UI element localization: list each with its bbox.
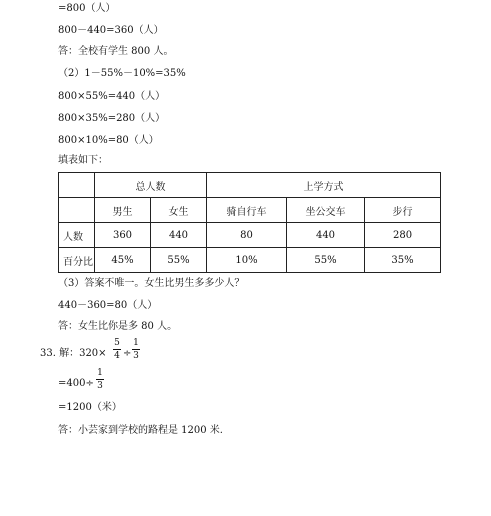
answer-line-2: 答：女生比你是多 80 人。	[58, 321, 178, 332]
fraction-bar	[113, 349, 121, 350]
table-cell: 10%	[207, 248, 287, 273]
table-cell: 55%	[151, 248, 207, 273]
text-line-6: 800×35%=280（人）	[58, 113, 166, 124]
table-subheader-row	[59, 198, 441, 223]
answer-line-1: 答：全校有学生 800 人。	[58, 46, 174, 57]
text-line-1: =800（人）	[58, 3, 116, 14]
fill-table-caption: 填表如下：	[58, 155, 108, 166]
text-line-4: （2）1－55%－10%=35%	[58, 68, 186, 79]
q33-result: =1200（米）	[58, 402, 122, 413]
table-cell: 55%	[287, 248, 365, 273]
subheader-cell: 坐公交车	[287, 198, 365, 223]
fraction-numerator: 1	[97, 368, 103, 378]
question-3-line: （3）答案不唯一。女生比男生多多少人？	[58, 278, 245, 289]
subheader-cell: 步行	[365, 198, 441, 223]
table-header-row	[59, 173, 441, 198]
header-mode-cell: 上学方式	[207, 173, 441, 198]
table-row	[59, 248, 441, 273]
table-blank-cell	[59, 198, 95, 223]
fraction-1-3	[132, 338, 140, 361]
table-cell: 35%	[365, 248, 441, 273]
subheader-cell: 骑自行车	[207, 198, 287, 223]
table-cell: 45%	[95, 248, 151, 273]
fraction-denominator: 3	[97, 381, 103, 391]
fraction-5-4	[113, 338, 121, 361]
table-cell: 80	[207, 223, 287, 248]
row-label-count: 人数	[59, 223, 95, 248]
header-total-cell: 总人数	[95, 173, 207, 198]
text-line-10: 440－360=80（人）	[58, 300, 158, 311]
fraction-1-3	[96, 368, 104, 391]
text-line-7: 800×10%=80（人）	[58, 135, 159, 146]
fraction-denominator: 4	[114, 351, 120, 361]
fill-table	[58, 172, 441, 273]
fraction-numerator: 5	[114, 338, 120, 348]
answer-line-3: 答：小芸家到学校的路程是 1200 米.	[58, 425, 223, 436]
row-label-percent: 百分比	[59, 248, 95, 273]
table-corner-cell	[59, 173, 95, 198]
table-cell: 360	[95, 223, 151, 248]
fraction-denominator: 3	[133, 351, 139, 361]
subheader-cell: 女生	[151, 198, 207, 223]
table-cell: 440	[287, 223, 365, 248]
table-cell: 280	[365, 223, 441, 248]
table-cell: 440	[151, 223, 207, 248]
fraction-bar	[96, 379, 104, 380]
q33-prefix: 33. 解：320×	[40, 348, 107, 359]
fraction-numerator: 1	[133, 338, 139, 348]
text-line-5: 800×55%=440（人）	[58, 91, 166, 102]
fraction-bar	[132, 349, 140, 350]
text-line-2: 800－440=360（人）	[58, 25, 164, 36]
q33-step-2: =400÷	[58, 378, 94, 389]
divide-sign: ÷	[123, 348, 132, 359]
subheader-cell: 男生	[95, 198, 151, 223]
table-row	[59, 223, 441, 248]
